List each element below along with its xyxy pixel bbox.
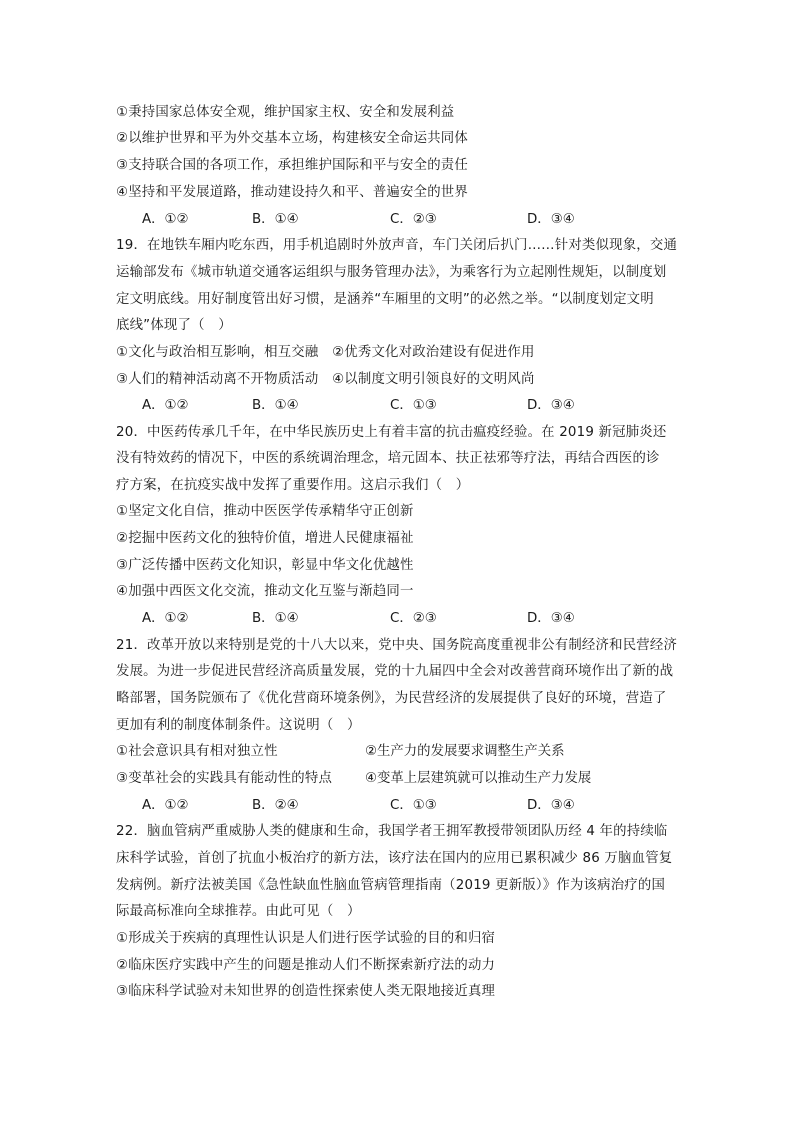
q18-option-b[interactable]: B．①④ — [252, 212, 299, 227]
q20-option-c[interactable]: C．②③ — [390, 611, 437, 626]
q21-option-c[interactable]: C．①③ — [390, 798, 437, 813]
q20-stem-line-3: 疗方案，在抗疫实战中发挥了重要作用。这启示我们（ ） — [116, 478, 470, 493]
q21-option-d[interactable]: D．③④ — [527, 798, 575, 813]
q19-stem-line-3: 定文明底线。用好制度管出好习惯，是涵养“车厢里的文明”的必然之举。“以制度划定文明 — [116, 292, 654, 307]
q19-stem-line-4: 底线”体现了（ ） — [116, 318, 232, 333]
q18-option-a[interactable]: A．①② — [142, 212, 189, 227]
q18-statement-4: ④坚持和平发展道路，推动建设持久和平、普遍安全的世界 — [116, 185, 468, 200]
q20-statement-2: ②挖掘中医药文化的独特价值，增进人民健康福祉 — [116, 531, 414, 546]
q21-option-a[interactable]: A．①② — [142, 798, 189, 813]
q18-statement-2: ②以维护世界和平为外交基本立场，构建核安全命运共同体 — [116, 131, 468, 146]
q19-option-c[interactable]: C．①③ — [390, 398, 437, 413]
q21-stem-line-2: 发展。为进一步促进民营经济高质量发展，党的十九届四中全会对改善营商环境作出了新的战 — [116, 664, 674, 679]
q22-stem-line-2: 床科学试验，首创了抗血小板治疗的新方法，该疗法在国内的应用已累积减少 86 万脑血管复 — [116, 851, 673, 866]
q21-statement-1: ①社会意识具有相对独立性 — [116, 744, 278, 759]
q18-option-c[interactable]: C．②③ — [390, 212, 437, 227]
q19-stem-line-1: 19．在地铁车厢内吃东西，用手机追剧时外放声音，车门关闭后扒门……针对类似现象，交通 — [116, 238, 678, 253]
q19-statements-1-2: ①文化与政治相互影响，相互交融 ②优秀文化对政治建设有促进作用 — [116, 345, 535, 360]
q21-statement-2: ②生产力的发展要求调整生产关系 — [365, 744, 565, 759]
q20-stem-line-1: 20．中医药传承几千年，在中华民族历史上有着丰富的抗击瘟疫经验。在 2019 新冠肺炎还 — [116, 425, 667, 440]
q20-option-a[interactable]: A．①② — [142, 611, 189, 626]
q19-option-b[interactable]: B．①④ — [252, 398, 299, 413]
q22-statement-1: ①形成关于疾病的真理性认识是人们进行医学试验的目的和归宿 — [116, 931, 496, 946]
q22-stem-line-3: 发病例。新疗法被美国《急性缺血性脑血管病管理指南（2019 更新版）》作为该病治疗的国 — [116, 878, 666, 893]
q21-stem-line-3: 略部署，国务院颁布了《优化营商环境条例》，为民营经济的发展提供了良好的环境，营造了 — [116, 691, 667, 706]
q18-statement-3: ③支持联合国的各项工作，承担维护国际和平与安全的责任 — [116, 158, 468, 173]
q21-stem-line-1: 21．改革开放以来特别是党的十八大以来，党中央、国务院高度重视非公有制经济和民营经济 — [116, 638, 678, 653]
q19-stem-line-2: 运输部发布《城市轨道交通客运组织与服务管理办法》，为乘客行为立起刚性规矩，以制度划 — [116, 265, 667, 280]
q22-statement-3: ③临床科学试验对未知世界的创造性探索使人类无限地接近真理 — [116, 984, 496, 999]
q22-statement-2: ②临床医疗实践中产生的问题是推动人们不断探索新疗法的动力 — [116, 958, 496, 973]
q22-stem-line-1: 22．脑血管病严重威胁人类的健康和生命，我国学者王拥军教授带领团队历经 4 年的持续临 — [116, 824, 668, 839]
q19-option-a[interactable]: A．①② — [142, 398, 189, 413]
q20-statement-1: ①坚定文化自信，推动中医医学传承精华守正创新 — [116, 504, 414, 519]
q21-option-b[interactable]: B．②④ — [252, 798, 299, 813]
q21-statement-3: ③变革社会的实践具有能动性的特点 — [116, 771, 333, 786]
q18-statement-1: ①秉持国家总体安全观，维护国家主权、安全和发展利益 — [116, 105, 455, 120]
q19-statements-3-4: ③人们的精神活动离不开物质活动 ④以制度文明引领良好的文明风尚 — [116, 372, 535, 387]
q18-option-d[interactable]: D．③④ — [527, 212, 575, 227]
q20-option-b[interactable]: B．①④ — [252, 611, 299, 626]
q20-stem-line-2: 没有特效药的情况下，中医的系统调治理念，培元固本、扶正祛邪等疗法，再结合西医的诊 — [116, 451, 660, 466]
q21-statement-4: ④变革上层建筑就可以推动生产力发展 — [365, 771, 592, 786]
q22-stem-line-4: 际最高标准向全球推荐。由此可见（ ） — [116, 904, 361, 919]
q19-option-d[interactable]: D．③④ — [527, 398, 575, 413]
q20-statement-3: ③广泛传播中医药文化知识，彰显中华文化优越性 — [116, 558, 414, 573]
q20-statement-4: ④加强中西医文化交流，推动文化互鉴与渐趋同一 — [116, 584, 414, 599]
q20-option-d[interactable]: D．③④ — [527, 611, 575, 626]
q21-stem-line-4: 更加有利的制度体制条件。这说明（ ） — [116, 718, 361, 733]
